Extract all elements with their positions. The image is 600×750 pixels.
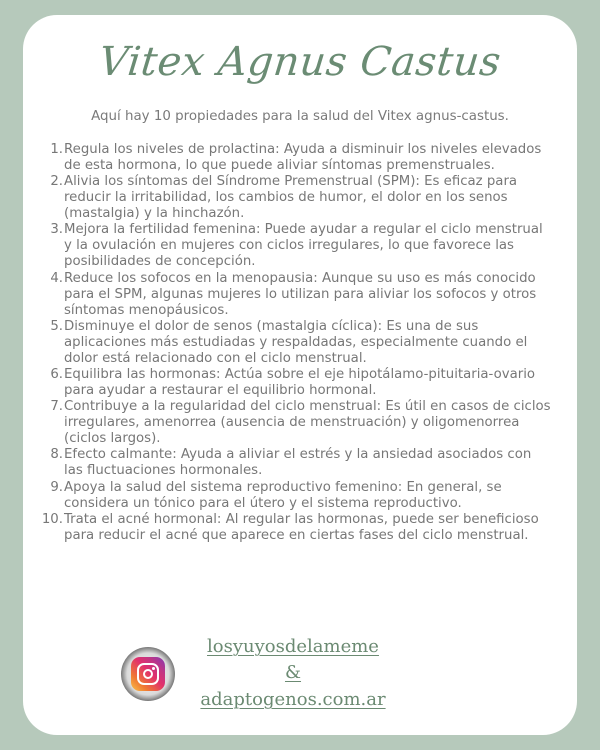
list-item bbox=[23, 142, 577, 174]
item-text: Trata el acné hormonal: Al regular las hormonas, puede ser beneficioso para reducir el acné que aparece en ciertas fases del ciclo menstrual. bbox=[64, 511, 539, 543]
item-text: Efecto calmante: Ayuda a aliviar el estrés y la ansiedad asociados con las fluctuaciones hormonales. bbox=[64, 447, 532, 479]
item-text: Equilibra las hormonas: Actúa sobre el eje hipotálamo-pituitaria-ovario para ayudar a restaurar el equilibrio hormonal. bbox=[64, 366, 536, 398]
footer bbox=[23, 633, 577, 733]
item-number: 3. bbox=[50, 222, 63, 238]
camera-lens-icon bbox=[143, 669, 153, 679]
item-text: Disminuye el dolor de senos (mastalgia cíclica): Es una de sus aplicaciones más estudiadas y respaldadas, especialmente cuando el dolor está relacionado con el ciclo menstrual. bbox=[64, 318, 528, 366]
list-item bbox=[23, 512, 577, 544]
camera-flash-icon bbox=[152, 667, 155, 670]
item-text: Mejora la fertilidad femenina: Puede ayudar a regular el ciclo menstrual y la ovulación en mujeres con ciclos irregulares, lo que favorece las posibilidades de concepción. bbox=[64, 222, 543, 270]
list-item bbox=[23, 319, 577, 367]
item-number: 7. bbox=[50, 399, 63, 415]
item-text: Apoya la salud del sistema reproductivo femenino: En general, se considera un tónico para el útero y el sistema reproductivo. bbox=[64, 479, 502, 511]
item-number: 10. bbox=[41, 511, 63, 527]
item-text: Alivia los síntomas del Síndrome Premenstrual (SPM): Es eficaz para reducir la irritabilidad, los cambios de humor, el dolor en los senos (mastalgia) y la hinchazón. bbox=[64, 174, 518, 222]
item-number: 9. bbox=[50, 479, 63, 495]
list-item bbox=[23, 447, 577, 479]
list-item bbox=[23, 399, 577, 447]
instagram-handle-link[interactable]: losyuyosdelameme bbox=[207, 636, 379, 657]
page-title: Vitex Agnus Castus bbox=[96, 39, 504, 85]
item-number: 6. bbox=[50, 366, 63, 382]
item-text: Regula los niveles de prolactina: Ayuda a disminuir los niveles elevados de esta hormona, lo que puede aliviar síntomas premenstruales. bbox=[64, 142, 542, 173]
item-number: 5. bbox=[50, 318, 63, 334]
list-item bbox=[23, 174, 577, 222]
camera-frame-icon bbox=[137, 663, 159, 685]
website-link[interactable]: adaptogenos.com.ar bbox=[200, 689, 386, 710]
instagram-glyph bbox=[131, 657, 165, 691]
intro-text: Aquí hay 10 propiedades para la salud del Vitex agnus-castus. bbox=[91, 109, 509, 124]
info-card bbox=[23, 15, 577, 735]
list-item bbox=[23, 480, 577, 512]
list-item bbox=[23, 222, 577, 270]
item-number: 2. bbox=[50, 174, 63, 190]
item-text: Contribuye a la regularidad del ciclo menstrual: Es útil en casos de ciclos irregulares, amenorrea (ausencia de menstruación) y oligomenorrea (ciclos largos). bbox=[64, 399, 551, 447]
list-item bbox=[23, 367, 577, 399]
contact-links bbox=[183, 633, 403, 713]
instagram-icon[interactable] bbox=[121, 647, 175, 701]
list-item bbox=[23, 271, 577, 319]
item-number: 1. bbox=[50, 142, 63, 157]
properties-list bbox=[23, 142, 577, 544]
ampersand: & bbox=[284, 662, 302, 683]
item-number: 4. bbox=[50, 270, 63, 286]
item-number: 8. bbox=[50, 447, 63, 463]
item-text: Reduce los sofocos en la menopausia: Aunque su uso es más conocido para el SPM, algunas mujeres lo utilizan para aliviar los sofocos y otros síntomas menopáusicos. bbox=[64, 270, 537, 318]
